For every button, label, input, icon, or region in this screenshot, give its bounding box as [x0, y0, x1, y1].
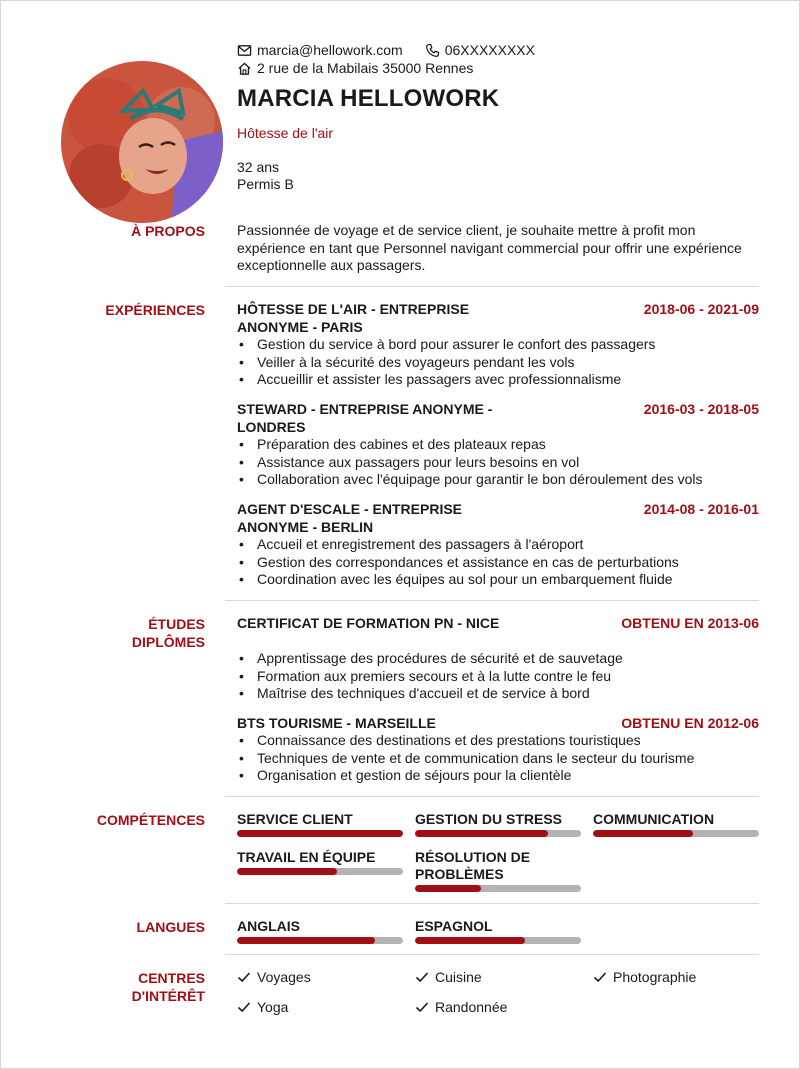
list-item: • Collaboration avec l'équipage pour garantir le bon déroulement des vols	[237, 471, 703, 489]
skill-name: TRAVAIL EN ÉQUIPE	[237, 849, 376, 865]
list-item: • Assistance aux passagers pour leurs besoins en vol	[237, 454, 703, 472]
experience-bullets	[237, 336, 655, 389]
interest-item	[237, 999, 288, 1015]
phone-icon	[425, 43, 440, 58]
skill-name: COMMUNICATION	[593, 811, 715, 827]
list-item: • Techniques de vente et de communication dans le secteur du tourisme	[237, 750, 694, 768]
skill-level-fill	[593, 830, 693, 837]
experience-dates: 2016-03 - 2018-05	[643, 401, 759, 417]
skill-level-fill	[237, 868, 337, 875]
skill-level-fill	[237, 830, 403, 837]
list-item: • Formation aux premiers secours et à la lutte contre le feu	[237, 668, 623, 686]
skill-item	[593, 811, 759, 837]
about-text: Passionnée de voyage et de service client, je souhaite mettre à profit mon expérience en tant que Personnel navigant commercial pour offrir une expérience exceptionnelle aux passagers.	[237, 222, 742, 273]
language-name: ANGLAIS	[237, 918, 300, 934]
interest-item	[237, 969, 311, 985]
experience-dates: 2014-08 - 2016-01	[643, 501, 759, 517]
home-icon	[237, 61, 252, 76]
skill-level-bar	[415, 830, 581, 837]
checkmark-icon	[237, 1000, 251, 1014]
interest-label: Cuisine	[435, 969, 482, 985]
candidate-name: MARCIA HELLOWORK	[237, 85, 500, 112]
checkmark-icon	[593, 970, 607, 984]
list-item: • Coordination avec les équipes au sol pour un embarquement fluide	[237, 571, 679, 589]
divider	[225, 796, 759, 797]
language-level-bar	[415, 937, 581, 944]
education-title: CERTIFICAT DE FORMATION PN - NICE	[237, 615, 500, 631]
list-item: • Accueil et enregistrement des passagers à l'aéroport	[237, 536, 679, 554]
experience-bullets	[237, 536, 679, 589]
job-title: Hôtesse de l'air	[237, 125, 334, 141]
list-item: • Accueillir et assister les passagers avec professionnalisme	[237, 371, 655, 389]
divider	[225, 954, 759, 955]
list-item: • Organisation et gestion de séjours pour la clientèle	[237, 767, 694, 785]
interest-label: Yoga	[257, 999, 289, 1015]
skill-name: RÉSOLUTION DE PROBLÈMES	[415, 849, 531, 882]
interest-item	[415, 969, 482, 985]
age: 32 ans	[237, 159, 280, 175]
divider	[225, 600, 759, 601]
education-bullets	[237, 650, 623, 703]
skill-level-bar	[415, 885, 581, 892]
language-level-fill	[237, 937, 375, 944]
interest-label: Randonnée	[435, 999, 508, 1015]
avatar	[61, 61, 223, 223]
interest-item	[415, 999, 507, 1015]
education-dates: OBTENU EN 2013-06	[621, 615, 759, 631]
contact-phone[interactable]: 06XXXXXXXX	[444, 42, 535, 58]
section-label-skills: COMPÉTENCES	[96, 812, 205, 828]
experience-title: HÔTESSE DE L'AIR - ENTREPRISE ANONYME - PARIS	[237, 301, 470, 335]
checkmark-icon	[415, 970, 429, 984]
section-label-education	[132, 615, 205, 651]
section-label-education-line2: DIPLÔMES	[131, 634, 205, 650]
skill-level-bar	[237, 830, 403, 837]
list-item: • Gestion du service à bord pour assurer le confort des passagers	[237, 336, 655, 354]
list-item: • Veiller à la sécurité des voyageurs pendant les vols	[237, 354, 655, 372]
skill-level-fill	[415, 885, 481, 892]
mail-icon	[237, 43, 252, 58]
skill-level-fill	[415, 830, 548, 837]
list-item: • Connaissance des destinations et des prestations touristiques	[237, 732, 694, 750]
language-item	[237, 918, 403, 944]
list-item: • Préparation des cabines et des plateaux repas	[237, 436, 703, 454]
experience-title: STEWARD - ENTREPRISE ANONYME - LONDRES	[237, 401, 493, 435]
checkmark-icon	[237, 970, 251, 984]
section-label-interests-line1: CENTRES	[138, 970, 205, 986]
language-level-bar	[237, 937, 403, 944]
skill-level-bar	[593, 830, 759, 837]
list-item: • Gestion des correspondances et assistance en cas de perturbations	[237, 554, 679, 572]
language-level-fill	[415, 937, 525, 944]
section-label-about: À PROPOS	[131, 223, 205, 239]
contact-address-row	[237, 60, 473, 76]
section-label-education-line1: ÉTUDES	[148, 616, 205, 632]
skill-item	[415, 811, 581, 837]
language-name: ESPAGNOL	[415, 918, 493, 934]
list-item: • Maîtrise des techniques d'accueil et de service à bord	[237, 685, 623, 703]
contact-email-row	[237, 42, 535, 58]
interest-label: Voyages	[257, 969, 311, 985]
driving-license: Permis B	[237, 176, 294, 192]
section-label-interests	[132, 969, 205, 1005]
education-bullets	[237, 732, 694, 785]
section-label-languages: LANGUES	[136, 919, 205, 935]
skill-name: SERVICE CLIENT	[237, 811, 353, 827]
skill-item	[237, 811, 403, 837]
interest-item	[593, 969, 696, 985]
list-item: • Apprentissage des procédures de sécurité et de sauvetage	[237, 650, 623, 668]
experience-dates: 2018-06 - 2021-09	[643, 301, 759, 317]
divider	[225, 286, 759, 287]
interest-label: Photographie	[613, 969, 697, 985]
section-label-interests-line2: D'INTÉRÊT	[131, 988, 205, 1004]
avatar-illustration	[61, 61, 223, 223]
contact-address: 2 rue de la Mabilais 35000 Rennes	[257, 60, 474, 76]
skill-item	[415, 849, 581, 892]
divider	[225, 903, 759, 904]
skill-item	[237, 849, 403, 875]
checkmark-icon	[415, 1000, 429, 1014]
skill-name: GESTION DU STRESS	[415, 811, 563, 827]
experience-bullets	[237, 436, 703, 489]
experience-title: AGENT D'ESCALE - ENTREPRISE ANONYME - BERLIN	[237, 501, 463, 535]
education-title: BTS TOURISME - MARSEILLE	[237, 715, 436, 731]
section-label-experiences: EXPÉRIENCES	[105, 302, 205, 318]
education-dates: OBTENU EN 2012-06	[621, 715, 759, 731]
contact-email[interactable]: marcia@hellowork.com	[257, 42, 403, 58]
language-item	[415, 918, 581, 944]
skill-level-bar	[237, 868, 403, 875]
